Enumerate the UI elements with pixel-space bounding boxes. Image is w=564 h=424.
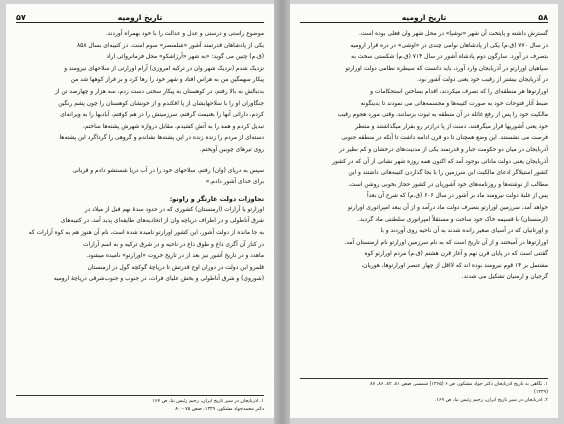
running-title: تاریخ ارومیه	[401, 13, 447, 22]
text-line: آذربایجان در میان دو حکومت جبار و قدرتمند یکی از مدنیت‌های درخشان و کم نظیر در	[339, 146, 548, 153]
text-line: خواهد آمد، سرزمین اورارتو بتصرف دولت ماد درآمد و از آن ببعد امپراتوری اورارتو	[347, 204, 548, 211]
footnote: (۱۳۴۹)	[533, 390, 548, 395]
footnote: ۲. آذربایجان در سیر تاریخ ایران، رحیم رئیس نیا، ص ۱۶۹.	[434, 398, 548, 403]
text-line: آذربایجان یعنی دولت مانائی بوجود آمد که اکنون همه روزه شهر نشانی از آن که در کشور	[332, 158, 548, 165]
text-line: در سال ۷۷۰ (ق.م) یکی از پادشاهان نوامی چندی در «اوشی» در دره قرار ارومیه	[350, 42, 548, 49]
text-line: گرجیان و ارمنیان تشکیل می شدند.	[461, 274, 548, 281]
text-line: گسترش داشته و پایتخت آن شهر «توشپا» در محل شهر وان فعلی بوده است.	[358, 31, 548, 37]
text-line: (ق.م) چنین می گوید: «به شهر «آرزاشکو» محل فرمانروائی اراد	[106, 54, 264, 61]
page-header	[16, 8, 264, 23]
text-line: سپس به دریای (وان) رفتم، سلاحهای خود را در آب دریا شستشو دادم و قربانی	[72, 167, 264, 174]
text-line: دسته‌ای از مردم را زنده زنده در این پشته‌ها نشاندم و گروهی را گرداگرد این پشته‌ها	[59, 135, 264, 142]
page-header	[300, 8, 548, 23]
right-page	[290, 4, 558, 418]
text-line: به جا مانده از دولت آشور، این کشور اورارتو نامیده شده است، نام آن هنوز هم به کوه آرارات که	[28, 229, 264, 236]
text-line: نزدیک شدم (نزدیک شهر وان در ترکیه امروزی) آرام اورارتی از سلاحهای نیرومند و	[64, 65, 264, 72]
text-line: و اورتانیان که در آسیای صغیر رانده شدند به آن ناحیه روی آوردند و با	[380, 228, 548, 235]
running-title: تاریخ ارومیه	[117, 13, 163, 22]
left-page-body	[16, 29, 264, 286]
page-number: ۵۷	[16, 13, 26, 22]
text-line: کردم، دارائی آنها را بغنیمت گرفتم، سرزمینش را در هم کوفتم، آبادیها را به ویرانه‌ای	[60, 112, 264, 119]
text-line: (ارمنستان) با قسیمه خاک خود ساخت و مستقلاً امپراتوری سلطنتی ماد گردید.	[358, 216, 548, 223]
book-gutter	[274, 0, 290, 424]
text-line: اورارتوها در آمیختند و از آن تاریخ است که به نام سرزمین اورارتو نام ارمنستان آمد.	[344, 239, 548, 246]
text-line: اورارتوها هر منطقه‌ای را که تصرف میکردند، اقدام بساختن استحکامات و	[370, 88, 548, 95]
text-line: موضوع راستی و درستی و عدل و عدالت را با خود بهمراه آوردند.	[105, 31, 264, 37]
text-line: مطالب از نوشته‌ها و روزنامه‌های خود آشوریان در کشور حجاز بخوبی روشن است.	[348, 181, 548, 188]
text-line: سپاهیان اورارتو در آذربایجان وارد آورد، باید دانست که سیطره نظامی دولت اورارتو	[345, 65, 548, 72]
text-line: بدنبالش به بالا رفتم، در کوهستان به پیکار سختی دست زدم، سه هزار و چهارصد تن از	[55, 88, 264, 95]
footnotes	[300, 378, 548, 405]
text-line: پیکار سهمگین من به هراس افتاد و شهر خود را رها کرد و بر فراز کوهها شد من	[70, 77, 264, 84]
text-line: مشتمل بر ۱۴ قوم نیرومند بوده اند که لااقل از چهار عنصر اورارتوها، هوریان،	[361, 262, 548, 269]
text-line: در کنار آن آگری داغ و طوق داغ در ناحیه و در شرق ترکیه و به اسم آرارات	[83, 241, 264, 248]
left-page	[6, 4, 274, 418]
text-line: یکی از پادشاهان قدرتمند آشور «شلمنصر» سوم است. در کتیبه‌ای بسال ۸۵۸	[77, 42, 264, 49]
text-line: ماهدد و در تاریخ آشور نیز بعد از در تاریخ خروت «اورارتو» نامیده میشود.	[86, 253, 264, 260]
footnote: دکتر محمدجواد مشکور، ۱۳۴۹، صص ۷۵ - ۸۰	[175, 407, 264, 412]
text-line: بتصرف در آورد. سارگون دوم پادشاه آشور در سال ۷۱۴ (ق.م) شکستی سخت به	[351, 54, 548, 61]
paragraph-gap	[16, 157, 264, 166]
page-number: ۵۸	[538, 13, 548, 22]
footnotes	[16, 395, 264, 414]
text-line: ضبط آثار فتوحات خود به صورت کتیبه‌ها و مجسمه‌هائی می نمودند تا بدینگونه	[360, 100, 548, 107]
text-line: مالکیت خود را پس از رفع غائله در آن منطقه به ثبوت برسانند، وقتی مورد هجوم رقیب	[337, 112, 548, 119]
text-line: اورارتو یا آرارات (ارمنستان) کشوری که در حدود سدهٔ نهم قبل از میلاد در	[84, 206, 264, 213]
text-line: فرصت می نشستند. این وضع همچنان تا دو قرن ادامه داشت تا آنکه در منطقه جنوبی	[341, 135, 548, 142]
text-line: روی تیرهای چوبین آویختم.	[199, 146, 264, 153]
text-line: (شوروی) و شرق آناطولی و بخش علیای فرات، در جنوب و جنوب‌شرقی دریاچهٔ ارومیه	[53, 276, 264, 283]
text-line: جنگاوران او را با سلاحهایشان از پا افکندم و از خونشان کوهستان را چون پشم رنگین	[58, 100, 264, 107]
text-line: شرق آناطولی و در اطراف دریاچه وان از اتحادیه‌های طایفه‌ای پدید آمد، در کتیبه‌های	[60, 218, 264, 225]
text-line: پس از غلبهٔ دولت نیرومند ماد بر آشور در سال ۶۰۶ (ق.م) که شرح آن بعداً	[367, 193, 548, 200]
footnote: ۱. آذربایجان در سیر تاریخ ایران، رحیم رئیس نیا، ص ۱۶۷	[152, 399, 264, 404]
footnote: ۱. نگاهی به تاریخ آذربایجان دکتر جواد مشکور، ص ۶ (۱۳۶۵) شمسی صص ۸۱، ۸۲، ۸۶، ۸۷	[370, 382, 548, 387]
right-page-body	[300, 29, 548, 284]
text-line: کشور استیلاگر ادعای مالکیت این سرزمین را با بجا گذاردن کتیبه‌هائی داشتند و این	[348, 170, 548, 177]
text-line: قلمرو این دولت در دوران اوج قدرتش تا دریاچهٔ گوکچه گول در ارمنستان	[87, 264, 264, 271]
text-line: تبدیل کردم و همه را به آتش کشیدم، مقابل دروازه شهرش پشته‌ها ساختم،	[82, 123, 264, 130]
text-line: گفتنی است که در پایان قرن نهم و آغاز قرن هشتم (ق.م) مردم اورارتو کوه	[364, 251, 548, 258]
text-line: برای خدای آشور دادم.»	[205, 179, 264, 186]
text-line: خود یعنی آشوریها قرار میگرفتند، دست از پا درازتر رو بفرار میگذاشتند و منتظر	[354, 123, 548, 130]
text-line: در آذربایجان بیشتر از رقیب خود یعنی دولت آشور بود.	[417, 77, 548, 84]
section-heading: تجاوزات دولت غارتگر و زاوتو:	[169, 194, 264, 203]
